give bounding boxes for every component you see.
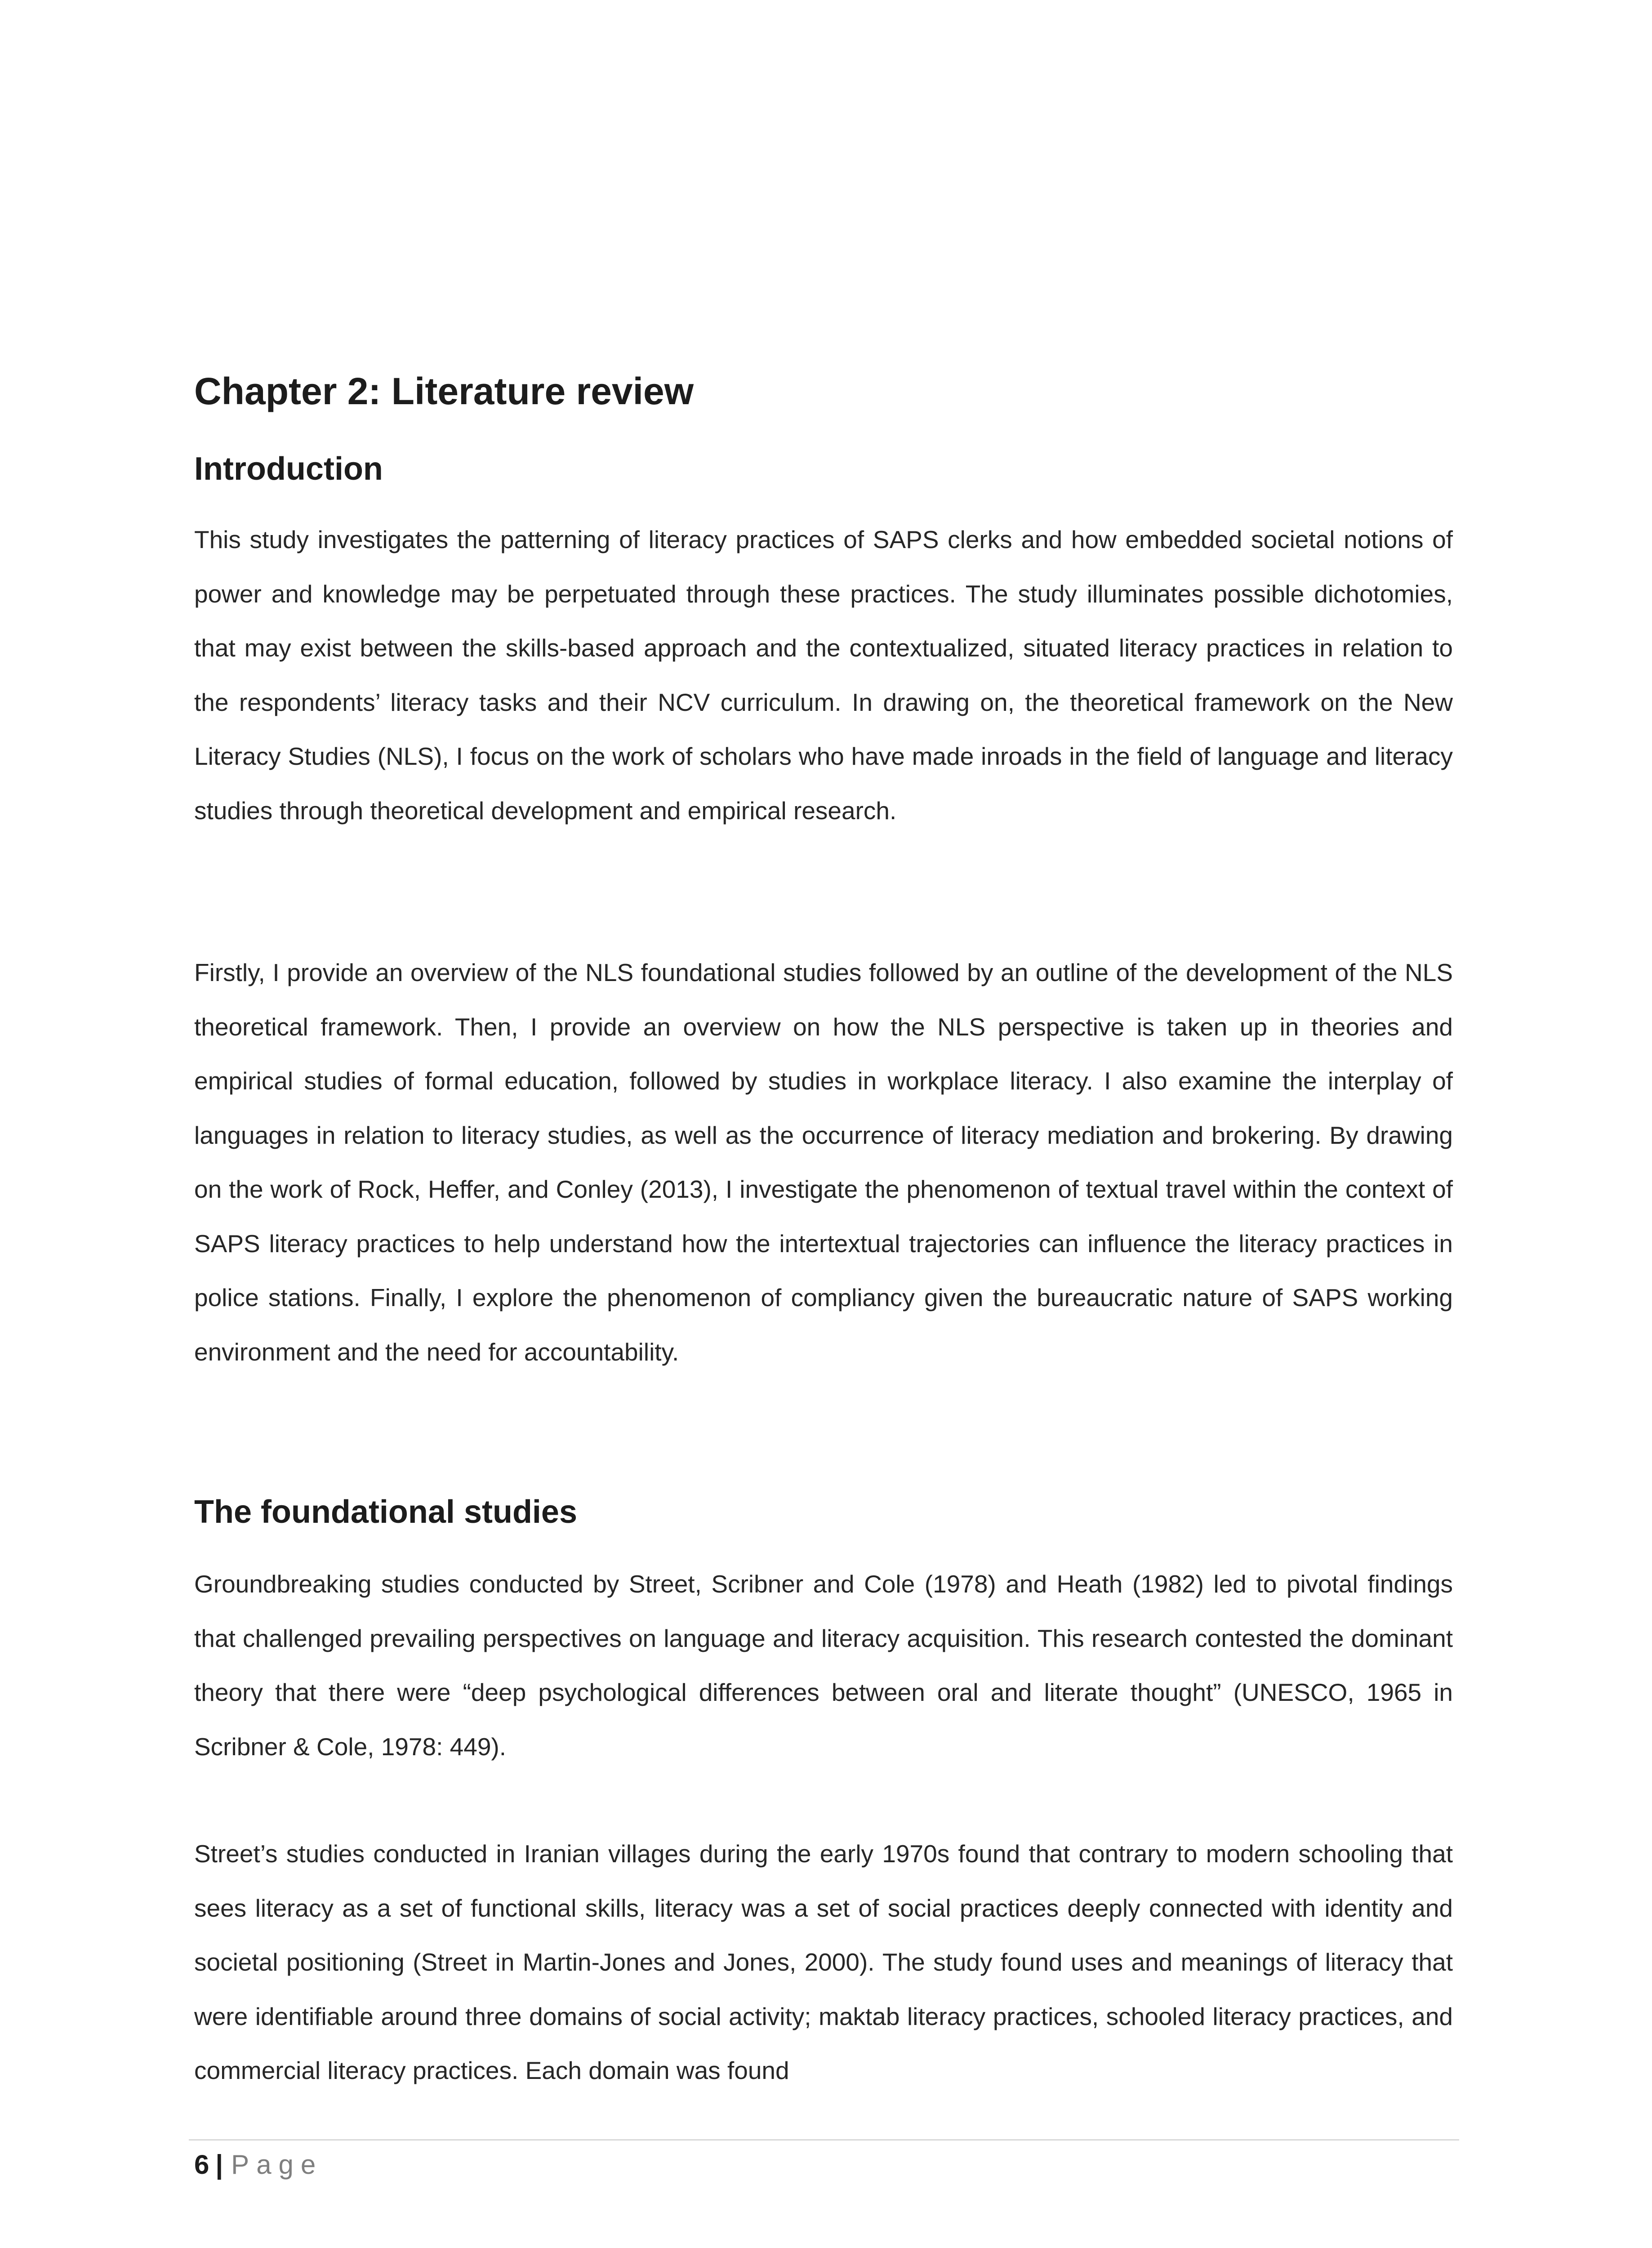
section-heading-introduction: Introduction bbox=[194, 451, 383, 487]
page-number: 6 bbox=[194, 2150, 209, 2180]
paragraph-foundational-1: Groundbreaking studies conducted by Street, Scribner and Cole (1978) and Heath (1982) led to pivotal findings that challenged prevailing perspectives on language and literacy acquisition. This research contested the dominant theory that there were “deep psychological differences between oral and literate thought” (UNESCO, 1965 in Scribner & Cole, 1978: 449). bbox=[194, 1570, 1453, 1761]
paragraph-introduction-1: This study investigates the patterning of literacy practices of SAPS clerks and how embedded societal notions of power and knowledge may be perpetuated through these practices. The study illuminates possible dichotomies, that may exist between the skills-based approach and the contextualized, situated literacy practices in relation to the respondents’ literacy tasks and their NCV curriculum. In drawing on, the theoretical framework on the New Literacy Studies (NLS), I focus on the work of scholars who have made inroads in the field of language and literacy studies through theoretical development and empirical research. bbox=[194, 526, 1453, 825]
paragraph-introduction-2: Firstly, I provide an overview of the NLS foundational studies followed by an outline of the development of the NLS theoretical framework. Then, I provide an overview on how the NLS perspective is taken up in theories and empirical studies of formal education, followed by studies in workplace literacy. I also examine the interplay of languages in relation to literacy studies, as well as the occurrence of literacy mediation and brokering. By drawing on the work of Rock, Heffer, and Conley (2013), I investigate the phenomenon of textual travel within the context of SAPS literacy practices to help understand how the intertextual trajectories can influence the literacy practices in police stations. Finally, I explore the phenomenon of compliancy given the bureaucratic nature of SAPS working environment and the need for accountability. bbox=[194, 959, 1453, 1366]
footer-divider bbox=[189, 2139, 1459, 2141]
page-footer bbox=[194, 2142, 323, 2187]
footer-separator: | bbox=[215, 2150, 223, 2180]
page-label: Page bbox=[231, 2150, 323, 2180]
paragraph-foundational-2: Street’s studies conducted in Iranian villages during the early 1970s found that contrary to modern schooling that sees literacy as a set of functional skills, literacy was a set of social practices deeply connected with identity and societal positioning (Street in Martin-Jones and Jones, 2000). The study found uses and meanings of literacy that were identifiable around three domains of social activity; maktab literacy practices, schooled literacy practices, and commercial literacy practices. Each domain was found bbox=[194, 1840, 1453, 2084]
chapter-title: Chapter 2: Literature review bbox=[194, 370, 694, 412]
section-heading-foundational-studies: The foundational studies bbox=[194, 1494, 578, 1530]
